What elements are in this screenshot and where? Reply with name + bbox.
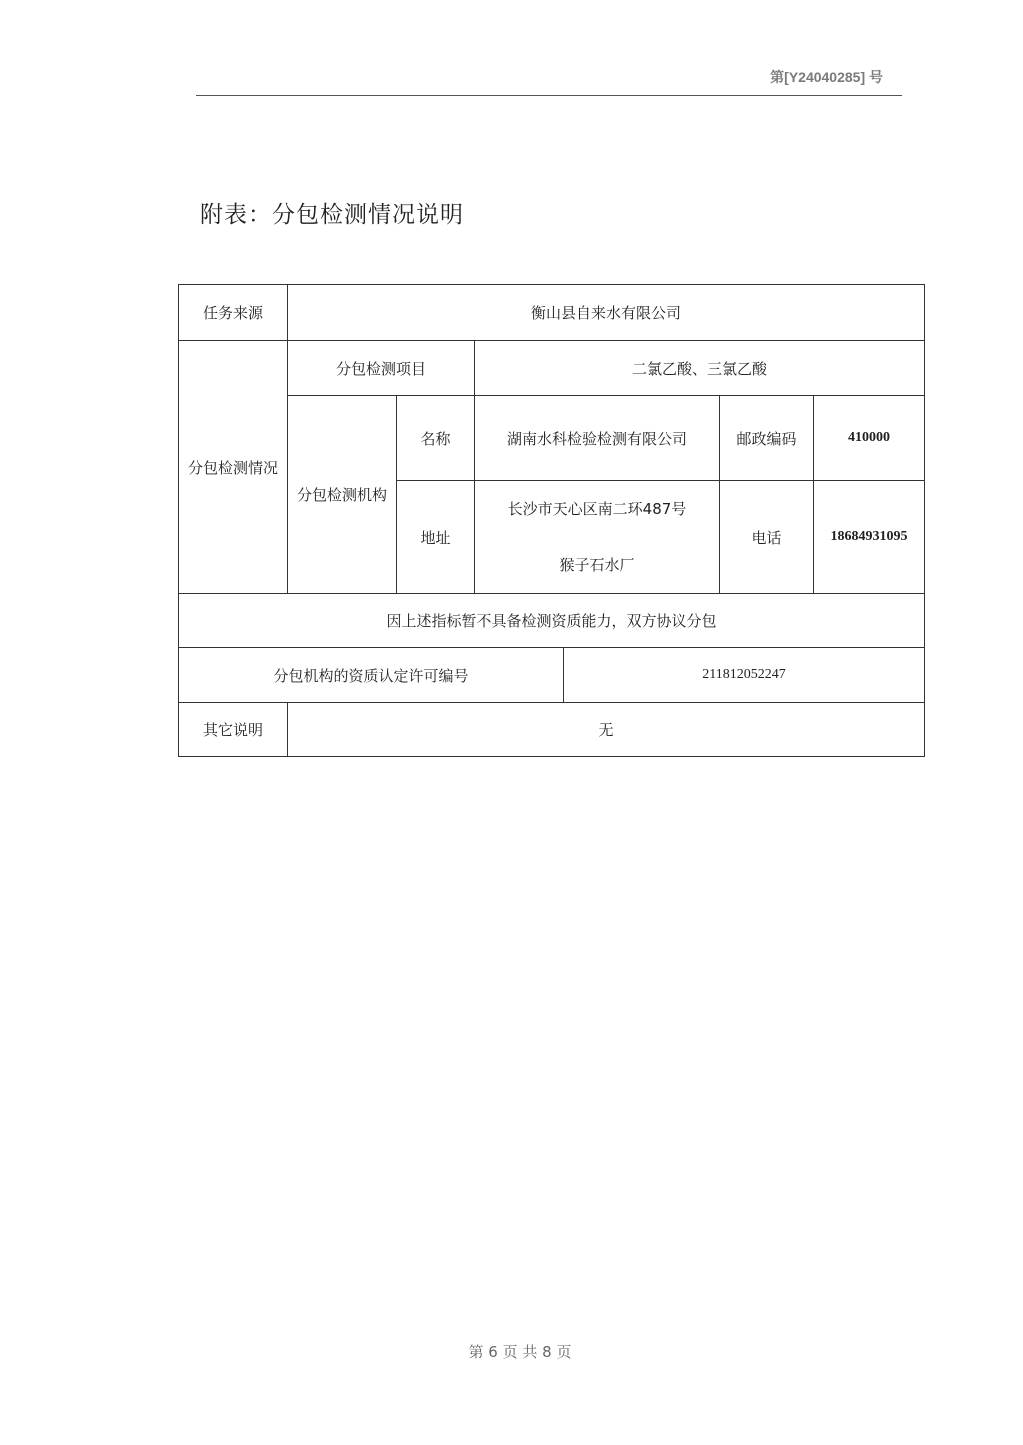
address-line-1: 长沙市天心区南二环487号 [507, 500, 687, 518]
subcontract-table [178, 284, 925, 757]
license-label: 分包机构的资质认定许可编号 [179, 648, 564, 703]
table-row [179, 594, 925, 648]
address-line-2: 猴子石水厂 [559, 556, 635, 574]
postcode-value: 410000 [814, 396, 925, 481]
header-divider [196, 95, 902, 96]
page-number: 第 6 页 共 8 页 [468, 1343, 572, 1361]
table-row [179, 396, 925, 481]
address-value [475, 481, 720, 594]
task-source-value: 衡山县自来水有限公司 [288, 285, 925, 341]
task-source-label: 任务来源 [179, 285, 288, 341]
address-label: 地址 [397, 481, 475, 594]
other-label: 其它说明 [179, 703, 288, 757]
page-title: 附表：分包检测情况说明 [200, 202, 464, 228]
reason-text: 因上述指标暂不具备检测资质能力，双方协议分包 [179, 594, 925, 648]
table-row [179, 341, 925, 396]
name-label: 名称 [397, 396, 475, 481]
phone-label: 电话 [720, 481, 814, 594]
sub-situation-label: 分包检测情况 [179, 341, 288, 594]
sub-org-label: 分包检测机构 [288, 396, 397, 594]
other-value: 无 [288, 703, 925, 757]
name-value: 湖南水科检验检测有限公司 [475, 396, 720, 481]
table-row [179, 703, 925, 757]
sub-items-value: 二氯乙酸、三氯乙酸 [475, 341, 925, 396]
table-row [179, 285, 925, 341]
postcode-label: 邮政编码 [720, 396, 814, 481]
phone-value: 18684931095 [814, 481, 925, 594]
license-value: 211812052247 [564, 648, 925, 703]
report-number: 第[Y24040285] 号 [770, 69, 883, 85]
sub-items-label: 分包检测项目 [288, 341, 475, 396]
table-row [179, 648, 925, 703]
